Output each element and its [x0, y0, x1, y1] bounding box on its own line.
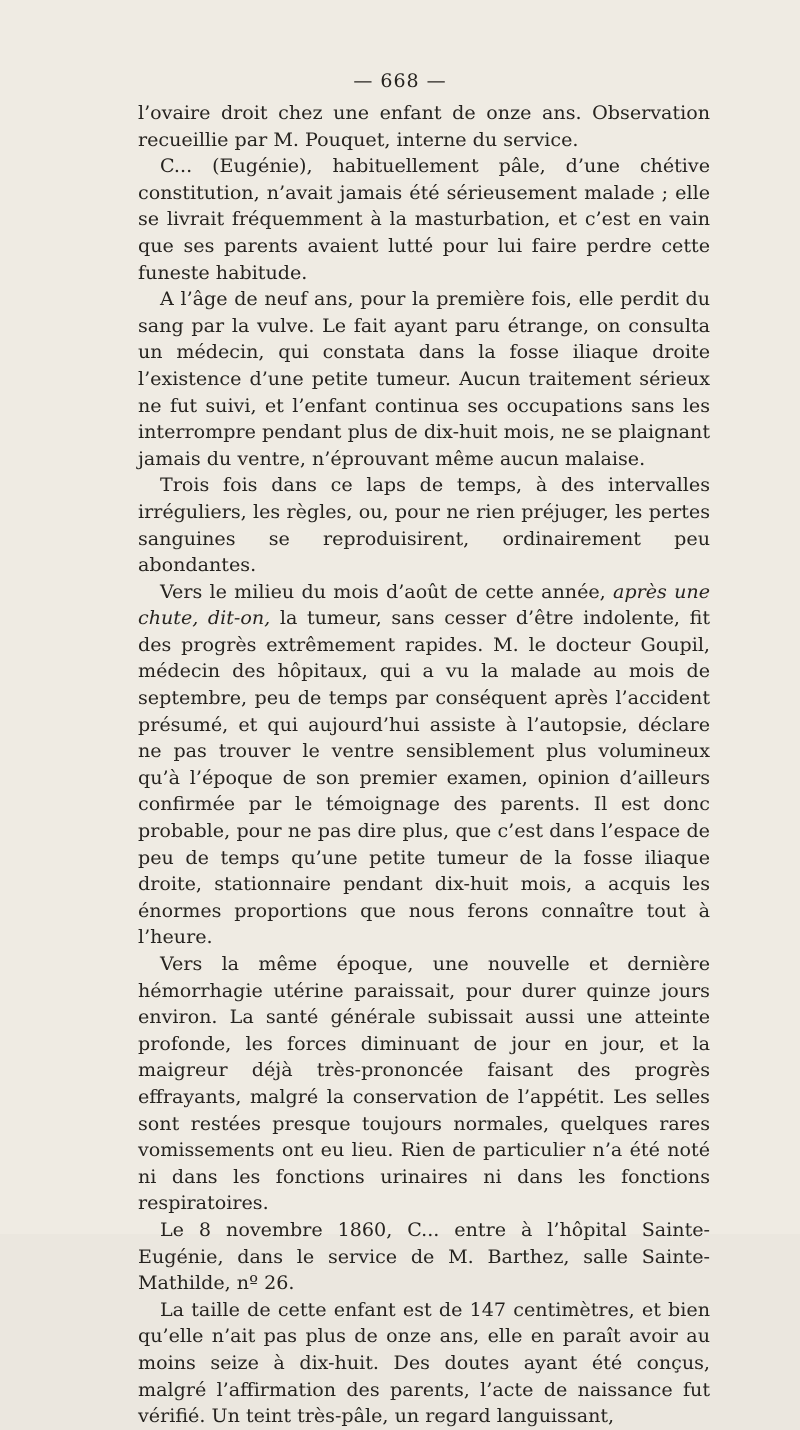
paragraph: Vers la même époque, une nouvelle et dernière hémorrhagie utérine paraissait, pour durer quinze jours environ. La santé générale subissait aussi une atteinte profonde, les forces diminuant de jour en jour, et la maigreur déjà très-prononcée faisant des progrès effrayants, malgré la conservation de l’appétit. Les selles sont restées presque toujours normales, quelques rares vomissements ont eu lieu. Rien de particulier n’a été noté ni dans les fonctions urinaires ni dans les fonctions respiratoires. — [138, 952, 710, 1215]
paragraph: Le 8 novembre 1860, C... entre à l’hôpital Sainte-Eugénie, dans le service de M. Barthez, salle Sainte-Mathilde, nº 26. — [138, 1217, 710, 1295]
paragraph-text: Vers le milieu du mois d’août de cette année, — [160, 579, 614, 603]
paragraph: Trois fois dans ce laps de temps, à des intervalles irréguliers, les règles, ou, pour ne rien préjuger, les pertes sanguines se reproduisirent, ordinairement peu abondantes. — [138, 473, 710, 577]
italic-phrase: après une chute, dit-on, — [138, 579, 711, 630]
paragraph: C... (Eugénie), habituellement pâle, d’une chétive constitution, n’avait jamais été sérieusement malade ; elle se livrait fréquemment à la masturbation, et c’est en vain que ses parents avaient lutté pour lui faire perdre cette funeste habitude. — [138, 154, 710, 284]
paragraph-with-italic — [138, 579, 710, 951]
paragraph-text: la tumeur, sans cesser d’être indolente, fit des progrès extrêmement rapides. M. le docteur Goupil, médecin des hôpitaux, qui a vu la malade au mois de septembre, peu de temps par conséquent après l’accident présumé, et qui aujourd’hui assiste à l’autopsie, déclare ne pas trouver le ventre sensiblement plus volumineux qu’à l’époque de son premier examen, opinion d’ailleurs confirmée par le témoignage des parents. Il est donc probable, pour ne pas dire plus, que c’est dans l’espace de peu de temps qu’une petite tumeur de la fosse iliaque droite, stationnaire pendant dix-huit mois, a acquis les énormes proportions que nous ferons connaître tout à l’heure. — [138, 606, 710, 949]
paragraph-continued: l’ovaire droit chez une enfant de onze ans. Observation recueillie par M. Pouquet, interne du service. — [138, 101, 710, 151]
body-text — [138, 100, 710, 1430]
page-number: — 668 — — [353, 70, 447, 92]
paragraph: A l’âge de neuf ans, pour la première fois, elle perdit du sang par la vulve. Le fait ayant paru étrange, on consulta un médecin, qui constata dans la fosse iliaque droite l’existence d’une petite tumeur. Aucun traitement sérieux ne fut suivi, et l’enfant continua ses occupations sans les interrompre pendant plus de dix-huit mois, ne se plaignant jamais du ventre, n’éprouvant même aucun malaise. — [138, 287, 710, 470]
paragraph: La taille de cette enfant est de 147 centimètres, et bien qu’elle n’ait pas plus de onze ans, elle en paraît avoir au moins seize à dix-huit. Des doutes ayant été conçus, malgré l’affirmation des parents, l’acte de naissance fut vérifié. Un teint très-pâle, un regard languissant, — [138, 1297, 710, 1428]
